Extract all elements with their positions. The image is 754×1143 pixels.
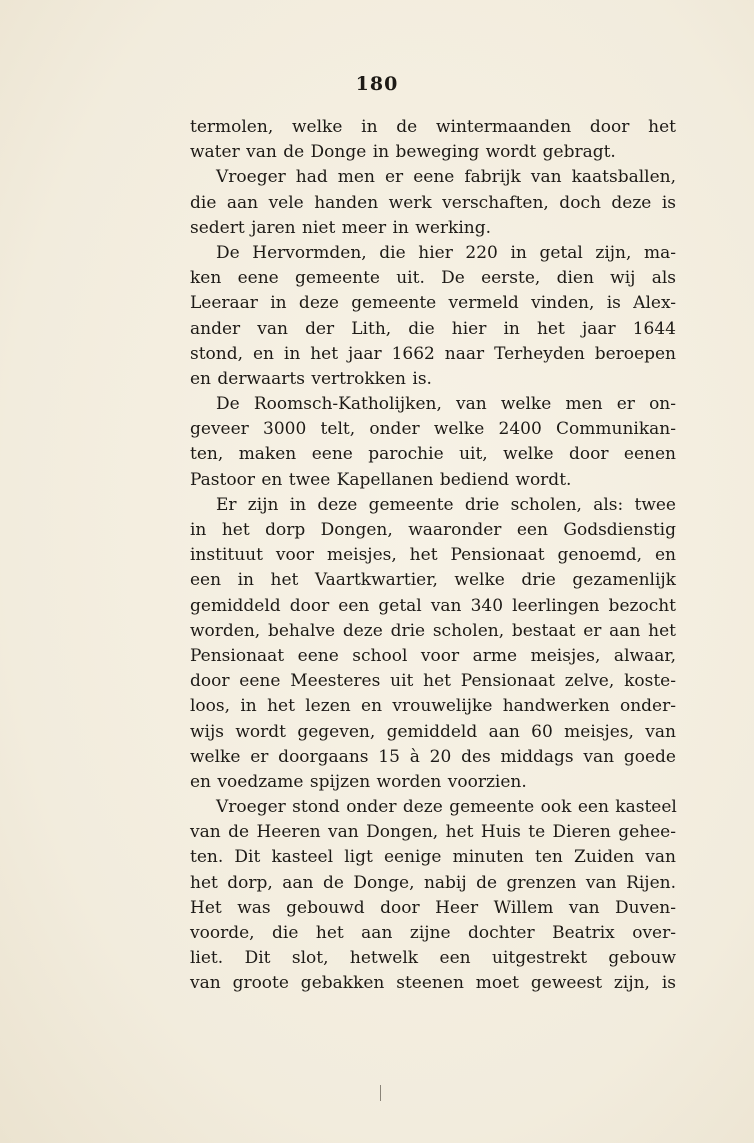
body-text: [190, 115, 676, 997]
text-line: ken eene gemeente uit. De eerste, dien wij als: [190, 268, 676, 289]
page-mark: [380, 1085, 381, 1101]
text-line: welke er doorgaans 15 à 20 des middags van goede: [190, 746, 676, 767]
text-line: en voedzame spijzen worden voorzien.: [190, 771, 527, 792]
text-line: het dorp, aan de Donge, nabij de grenzen van Rijen.: [190, 872, 676, 893]
text-line: liet. Dit slot, hetwelk een uitgestrekt gebouw: [190, 948, 676, 969]
text-line: instituut voor meisjes, het Pensionaat genoemd, en: [190, 545, 676, 566]
text-line: Pensionaat eene school voor arme meisjes, alwaar,: [190, 645, 676, 666]
text-line: Er zijn in deze gemeente drie scholen, als: twee: [216, 494, 676, 515]
text-line: stond, en in het jaar 1662 naar Terheyden beroepen: [190, 343, 676, 364]
text-line: ander van der Lith, die hier in het jaar 1644: [190, 318, 676, 339]
text-line: sedert jaren niet meer in werking.: [190, 217, 491, 238]
text-line: loos, in het lezen en vrouwelijke handwerken onder-: [190, 696, 676, 717]
text-line: water van de Donge in beweging wordt gebragt.: [190, 142, 616, 163]
text-line: wijs wordt gegeven, gemiddeld aan 60 meisjes, van: [190, 721, 676, 742]
text-line: voorde, die het aan zijne dochter Beatrix over-: [190, 923, 676, 943]
text-line: en derwaarts vertrokken is.: [190, 368, 432, 389]
text-line: in het dorp Dongen, waaronder een Godsdienstig: [190, 520, 676, 540]
text-line: Het was gebouwd door Heer Willem van Duven-: [190, 897, 676, 918]
text-line: termolen, welke in de wintermaanden door het: [190, 117, 676, 137]
text-line: gemiddeld door een getal van 340 leerlingen bezocht: [190, 595, 676, 616]
text-line: De Hervormden, die hier 220 in getal zijn, ma-: [216, 242, 676, 263]
text-line: Vroeger had men er eene fabrijk van kaatsballen,: [216, 167, 676, 188]
text-line: een in het Vaartkwartier, welke drie gezamenlijk: [190, 570, 676, 591]
text-line: door eene Meesteres uit het Pensionaat zelve, koste-: [190, 671, 676, 692]
text-line: worden, behalve deze drie scholen, bestaat er aan het: [190, 620, 676, 641]
text-line: Vroeger stond onder deze gemeente ook een kasteel: [216, 797, 677, 818]
page-number: 180: [355, 73, 399, 95]
text-line: die aan vele handen werk verschaften, doch deze is: [190, 192, 676, 213]
text-line: Pastoor en twee Kapellanen bediend wordt.: [190, 469, 572, 490]
text-line: van de Heeren van Dongen, het Huis te Dieren gehee-: [190, 822, 676, 843]
text-line: geveer 3000 telt, onder welke 2400 Communikan-: [190, 419, 676, 440]
text-line: ten. Dit kasteel ligt eenige minuten ten Zuiden van: [190, 847, 676, 868]
text-line: De Roomsch-Katholijken, van welke men er on-: [216, 394, 676, 415]
text-line: ten, maken eene parochie uit, welke door eenen: [190, 444, 676, 465]
text-line: Leeraar in deze gemeente vermeld vinden, is Alex-: [190, 293, 676, 314]
text-line: van groote gebakken steenen moet geweest zijn, is: [190, 973, 676, 994]
